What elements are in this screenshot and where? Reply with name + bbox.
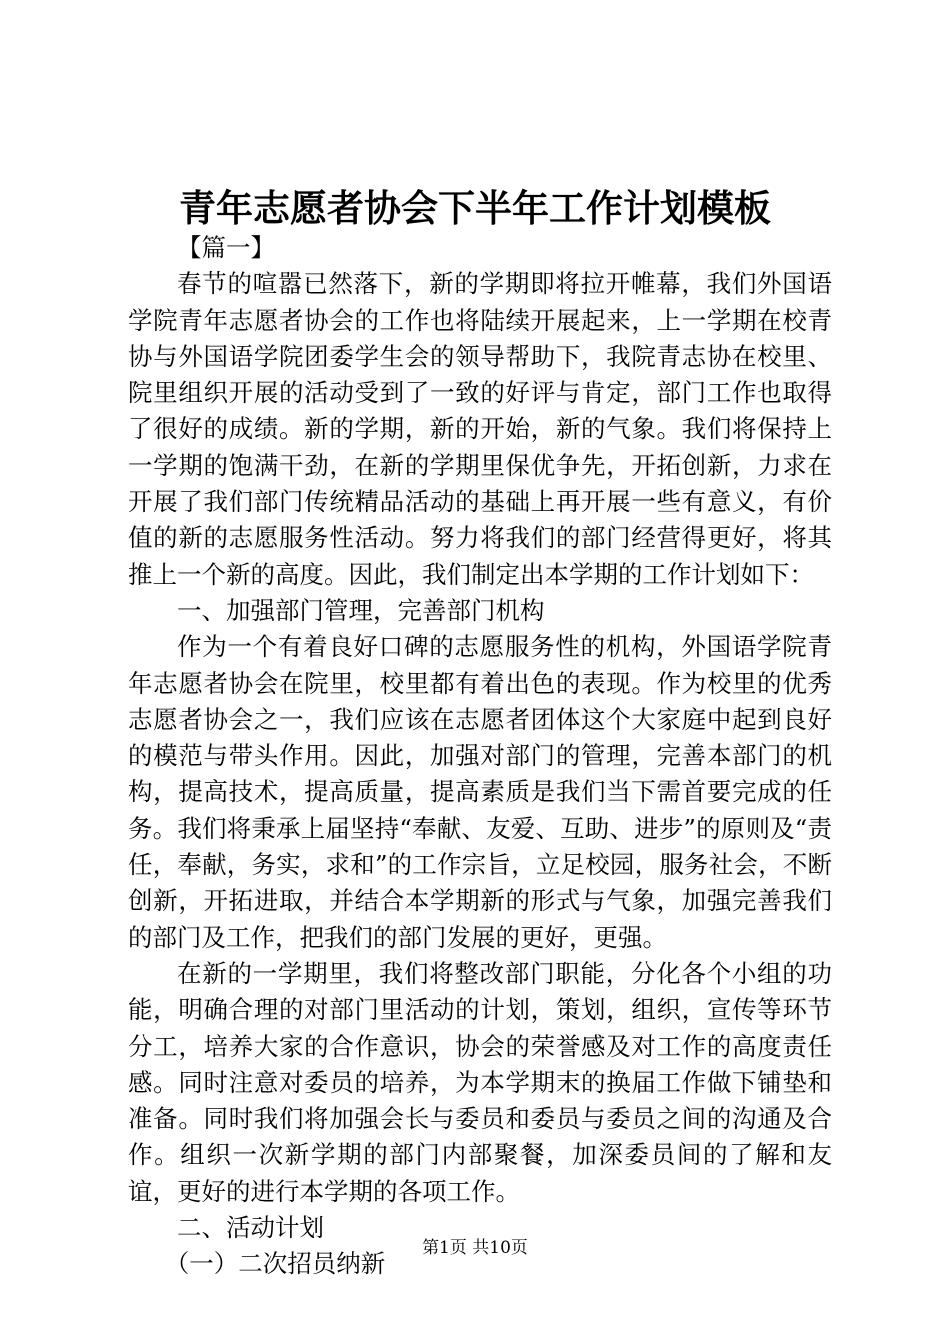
heading-recruitment: （一）二次招员纳新 <box>164 1249 386 1279</box>
document-body <box>128 230 832 1283</box>
paragraph-management: 作为一个有着良好口碑的志愿服务性的机构，外国语学院青年志愿者协会在院里，校里都有着出色的表现。作为校里的优秀志愿者协会之一，我们应该在志愿者团体这个大家庭中起到良好的模范与带头作用。因此，加强对部门的管理，完善本部门的机构，提高技术，提高质量，提高素质是我们当下需首要完成的任务。我们将秉承上届坚持“奉献、友爱、互助、进步”的原则及“责任，奉献，务实，求和”的工作宗旨，立足校园，服务社会，不断创新，开拓进取，并结合本学期新的形式与气象，加强完善我们的部门及工作，把我们的部门发展的更好，更强。 <box>128 632 832 952</box>
document-title: 青年志愿者协会下半年工作计划模板 <box>179 186 771 230</box>
section-label: 【篇一】 <box>177 233 275 262</box>
heading-activity-plan: 二、活动计划 <box>177 1213 324 1243</box>
paragraph-new-semester: 在新的一学期里，我们将整改部门职能，分化各个小组的功能，明确合理的对部门里活动的计划，策划，组织，宣传等环节分工，培养大家的合作意识，协会的荣誉感及对工作的高度责任感。同时注意对委员的培养，为本学期末的换届工作做下铺垫和准备。同时我们将加强会长与委员和委员与委员之间的沟通及合作。组织一次新学期的部门内部聚餐，加深委员间的了解和友谊，更好的进行本学期的各项工作。 <box>128 958 832 1206</box>
heading-management: 一、加强部门管理，完善部门机构 <box>177 595 545 625</box>
page-footer: 第1页 共10页 <box>422 1238 528 1258</box>
paragraph-intro: 春节的喧嚣已然落下，新的学期即将拉开帷幕，我们外国语学院青年志愿者协会的工作也将陆续开展起来，上一学期在校青协与外国语学院团委学生会的领导帮助下，我院青志协在校里、院里组织开展的活动受到了一致的好评与肯定，部门工作也取得了很好的成绩。新的学期，新的开始，新的气象。我们将保持上一学期的饱满干劲，在新的学期里保优争先，开拓创新，力求在开展了我们部门传统精品活动的基础上再开展一些有意义，有价值的新的志愿服务性活动。努力将我们的部门经营得更好，将其推上一个新的高度。因此，我们制定出本学期的工作计划如下： <box>128 269 832 589</box>
